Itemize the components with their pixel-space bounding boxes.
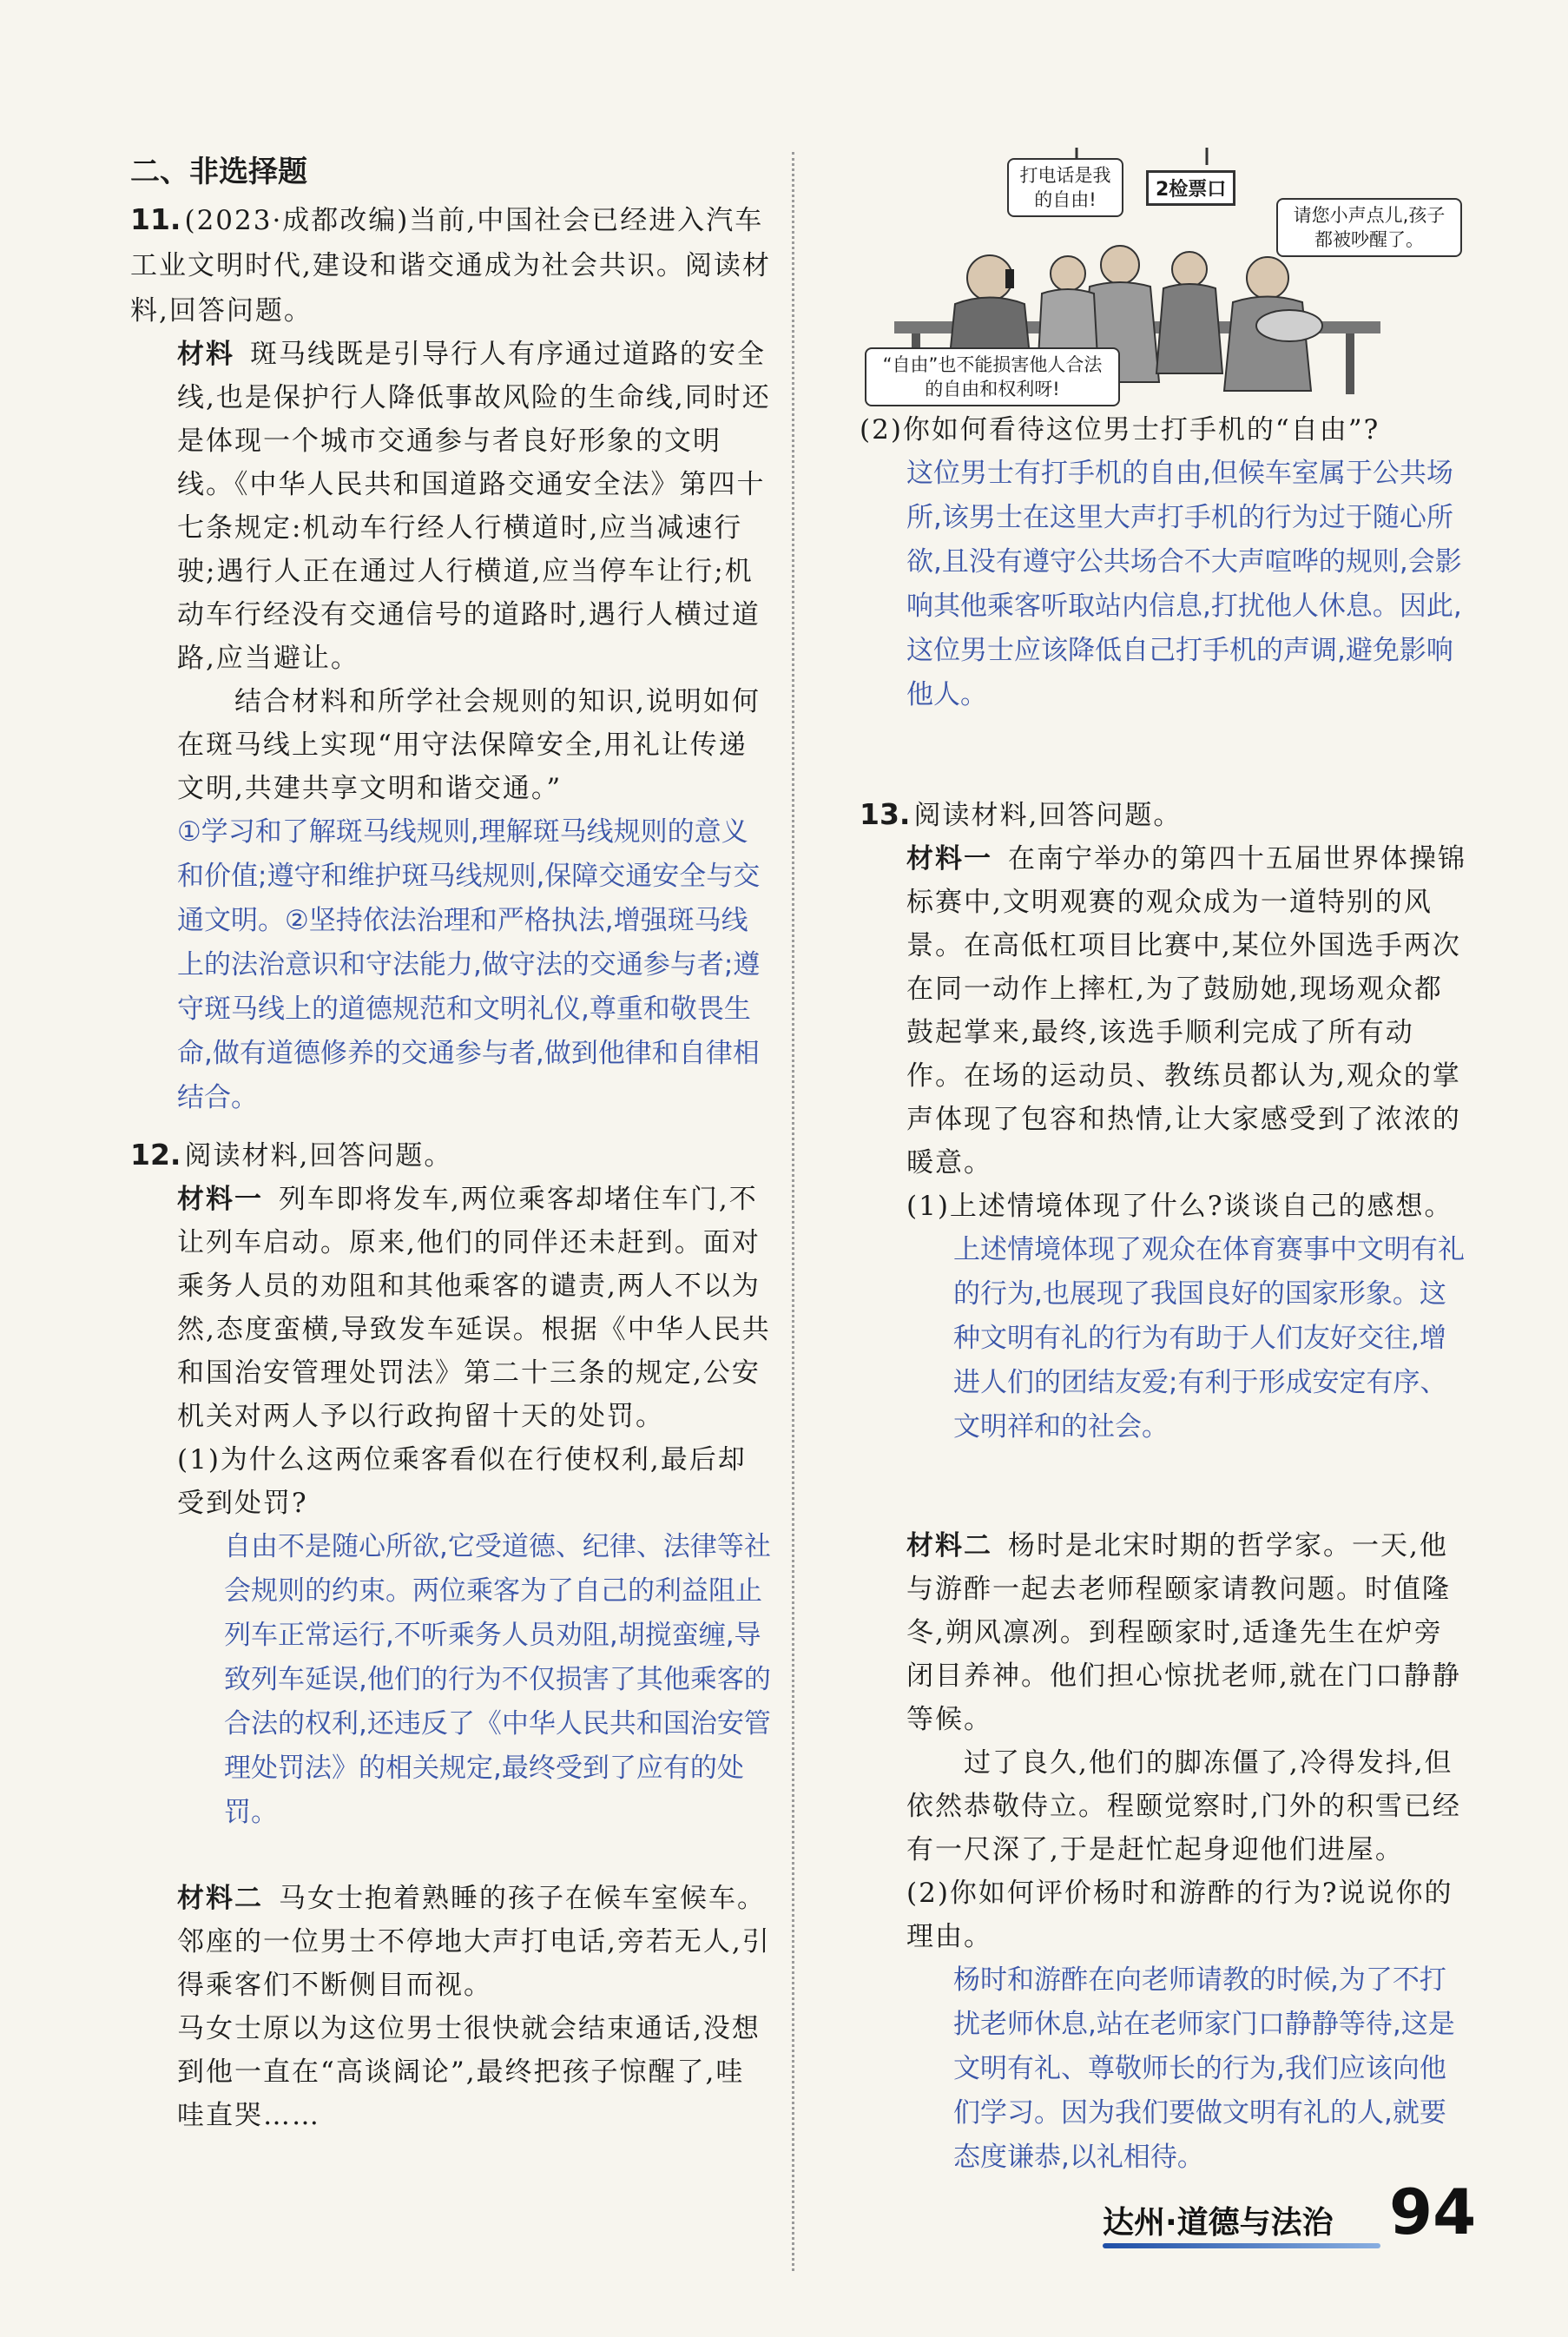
material-text: 在南宁举办的第四十五届世界体操锦标赛中,文明观赛的观众成为一道特别的风景。在高低杠项目比赛中,某位外国选手两次在同一动作上摔杠,为了鼓励她,现场观众都鼓起掌来,最终,该选手顺利完成了所有动作。在场的运动员、教练员都认为,观众的掌声体现了包容和热情,让大家感受到了浓浓的暖意。	[906, 843, 1466, 1178]
sub-question: (1)为什么这两位乘客看似在行使权利,最后却受到处罚?	[177, 1444, 747, 1519]
material-text: 马女士原以为这位男士很快就会结束通话,没想到他一直在“高谈阔论”,最终把孩子惊醒了,哇哇直哭……	[177, 2013, 761, 2131]
speech-bubble-right: 请您小声点儿,孩子都被吵醒了。	[1276, 198, 1462, 257]
question-prompt: 结合材料和所学社会规则的知识,说明如何在斑马线上实现“用守法保障安全,用礼让传递文明,共建共享文明和谐交通。”	[177, 686, 761, 804]
footer-underline	[1103, 2243, 1380, 2248]
material-label: 材料一	[906, 843, 992, 875]
footer-subject: 达州·道德与法治	[1103, 2205, 1334, 2241]
material-label: 材料	[177, 339, 234, 370]
sub-question: (2)你如何看待这位男士打手机的“自由”?	[860, 414, 1380, 446]
page-number: 94	[1389, 2175, 1477, 2248]
question-13	[860, 792, 1467, 2180]
answer-text: 杨时和游酢在向老师请教的时候,为了不打扰老师休息,站在老师家门口静静等待,这是文明有礼、尊敬师长的行为,我们应该向他们学习。因为我们要做文明有礼的人,就要态度谦恭,以礼相待。	[953, 1964, 1455, 2173]
question-stem: (2023·成都改编)当前,中国社会已经进入汽车工业文明时代,建设和谐交通成为社会共识。阅读材料,回答问题。	[130, 205, 771, 327]
question-number: 12.	[130, 1138, 181, 1172]
speech-bubble-left: 打电话是我的自由!	[1007, 158, 1123, 217]
question-11	[130, 197, 773, 1120]
ticket-gate-sign: 2检票口	[1146, 170, 1235, 206]
question-stem: 阅读材料,回答问题。	[913, 800, 1183, 831]
material-label: 材料二	[177, 1883, 263, 1914]
speech-bubble-bottom: “自由”也不能损害他人合法的自由和权利呀!	[865, 347, 1120, 406]
question-stem: 阅读材料,回答问题。	[184, 1140, 453, 1172]
sub-question: (2)你如何评价杨时和游酢的行为?说说你的理由。	[906, 1878, 1453, 1952]
material-text: 斑马线既是引导行人有序通过道路的安全线,也是保护行人降低事故风险的生命线,同时还是体现一个城市交通参与者良好形象的文明线。《中华人民共和国道路交通安全法》第四十七条规定:机动车行经人行横道时,应当减速行驶;遇行人正在通过人行横道,应当停车让行;机动车行经没有交通信号的道路时,遇行人横过道路,应当避让。	[177, 339, 771, 674]
answer-text: 这位男士有打手机的自由,但候车室属于公共场所,该男士在这里大声打手机的行为过于随心所欲,且没有遵守公共场合不大声喧哗的规则,会影响其他乘客听取站内信息,打扰他人休息。因此,这位男士应该降低自己打手机的声调,避免影响他人。	[906, 458, 1462, 710]
column-divider	[792, 152, 794, 2271]
left-column	[130, 148, 773, 2137]
page-footer	[1103, 2175, 1476, 2254]
question-number: 13.	[860, 797, 911, 831]
material-label: 材料一	[177, 1184, 263, 1215]
question-12	[130, 1132, 773, 2137]
answer-text: 自由不是随心所欲,它受道德、纪律、法律等社会规则的约束。两位乘客为了自己的利益阻止列车正常运行,不听乘务人员劝阻,胡搅蛮缠,导致列车延误,他们的行为不仅损害了其他乘客的合法的权利,还违反了《中华人民共和国治安管理处罚法》的相关规定,最终受到了应有的处罚。	[224, 1531, 771, 1828]
illustration	[860, 148, 1459, 408]
material-text: 马女士抱着熟睡的孩子在候车室候车。邻座的一位男士不停地大声打电话,旁若无人,引得乘客们不断侧目而视。	[177, 1883, 771, 2001]
material-text: 列车即将发车,两位乘客却堵住车门,不让列车启动。原来,他们的同伴还未赶到。面对乘务人员的劝阻和其他乘客的谴责,两人不以为然,态度蛮横,导致发车延误。根据《中华人民共和国治安管理处罚法》第二十三条的规定,公安机关对两人予以行政拘留十天的处罚。	[177, 1184, 771, 1432]
section-title: 二、非选择题	[130, 155, 307, 189]
answer-text: ①学习和了解斑马线规则,理解斑马线规则的意义和价值;遵守和维护斑马线规则,保障交通安全与交通文明。②坚持依法治理和严格执法,增强斑马线上的法治意识和守法能力,做守法的交通参与者;遵守斑马线上的道德规范和文明礼仪,尊重和敬畏生命,做有道德修养的交通参与者,做到他律和自律相结合。	[177, 816, 761, 1113]
material-text: 过了良久,他们的脚冻僵了,冷得发抖,但依然恭敬侍立。程颐觉察时,门外的积雪已经有一尺深了,于是赶忙起身迎他们进屋。	[906, 1747, 1461, 1865]
material-label: 材料二	[906, 1530, 992, 1561]
sub-question: (1)上述情境体现了什么?谈谈自己的感想。	[906, 1191, 1453, 1222]
question-number: 11.	[130, 202, 181, 236]
answer-text: 上述情境体现了观众在体育赛事中文明有礼的行为,也展现了我国良好的国家形象。这种文明有礼的行为有助于人们友好交往,增进人们的团结友爱;有利于形成安定有序、文明祥和的社会。	[953, 1234, 1465, 1442]
material-text: 杨时是北宋时期的哲学家。一天,他与游酢一起去老师程颐家请教问题。时值隆冬,朔风凛冽。到程颐家时,适逢先生在炉旁闭目养神。他们担心惊扰老师,就在门口静静等候。	[906, 1530, 1461, 1735]
right-column	[860, 148, 1467, 2180]
